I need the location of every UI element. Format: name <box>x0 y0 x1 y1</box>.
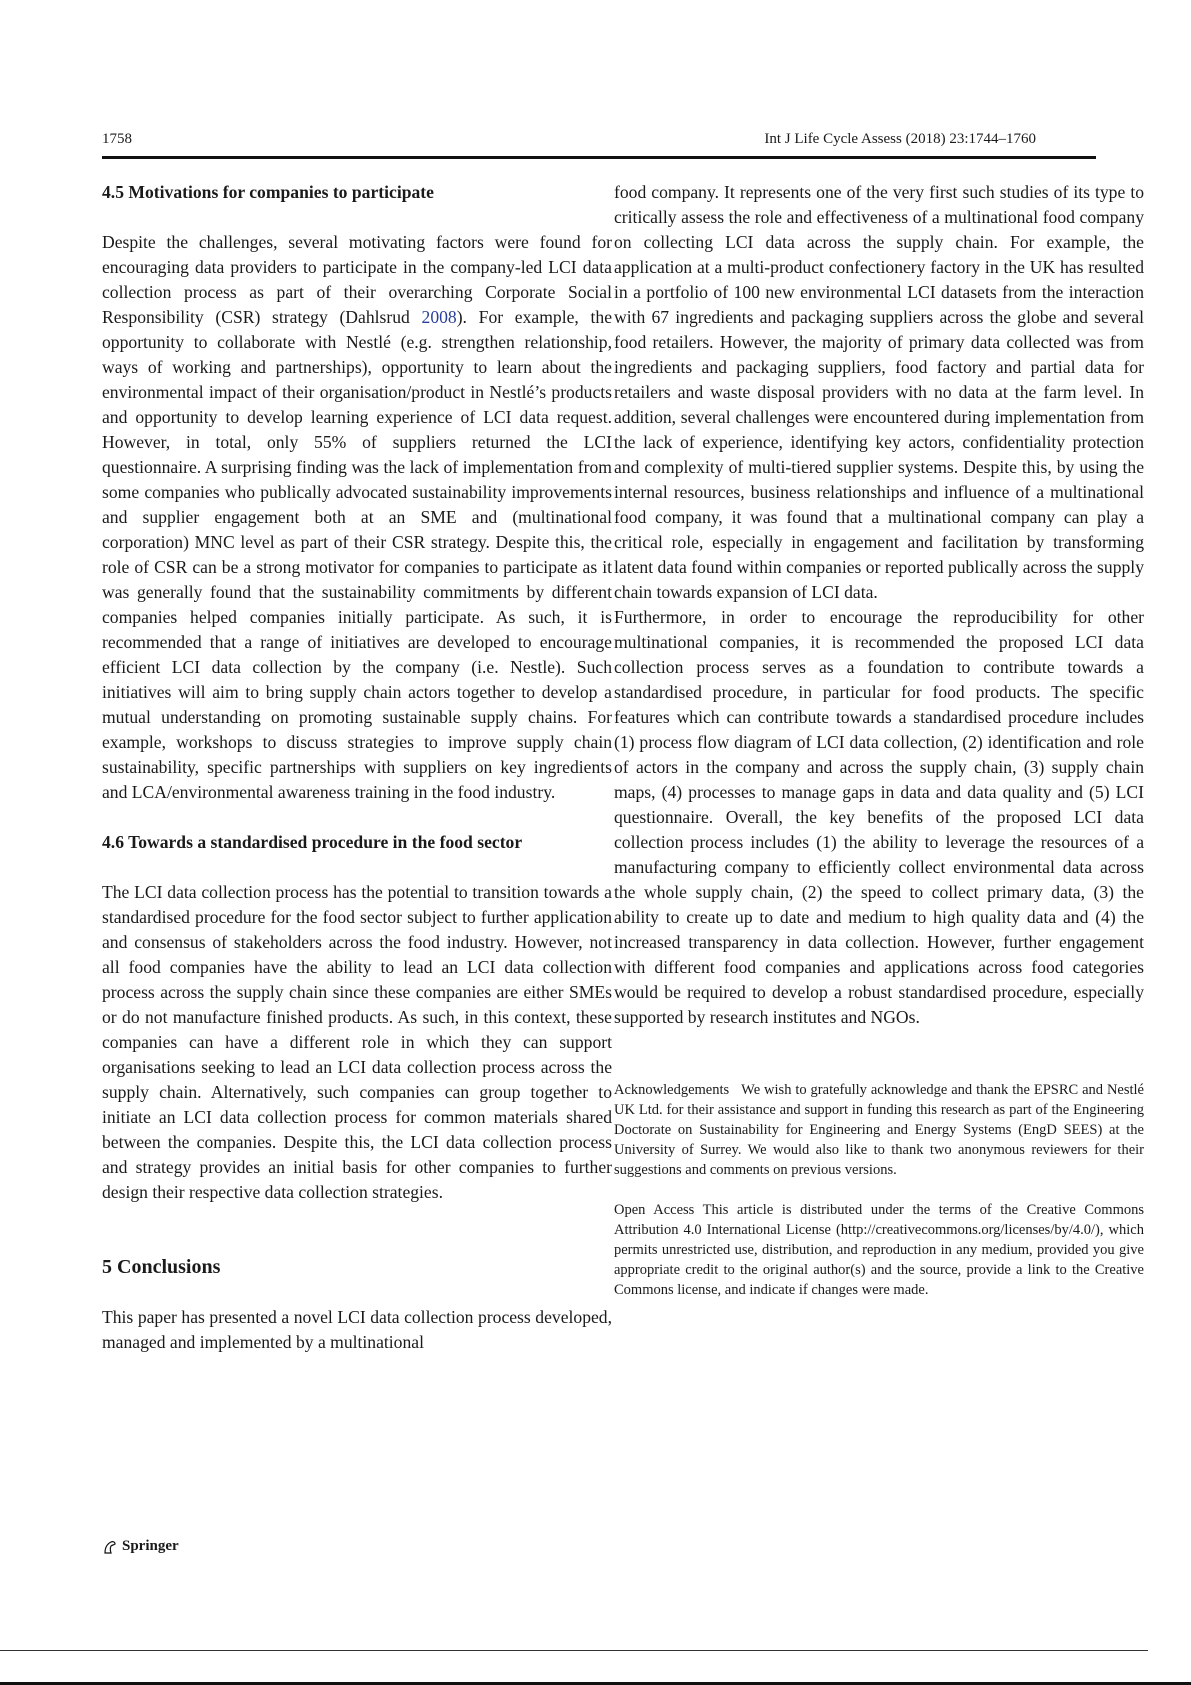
left-column <box>102 180 612 1355</box>
paragraph-text: Despite the challenges, several motivating factors were found for encouraging data providers to participate in the company-led LCI data collection process as part of their overarching Corporate Social Responsibility (CSR) strategy (Dahlsrud <box>102 232 612 327</box>
section-4-6-heading: 4.6 Towards a standardised procedure in the food sector <box>102 832 523 852</box>
acknowledgements <box>614 1080 1144 1180</box>
acknowledgements-body: We wish to gratefully acknowledge and thank the EPSRC and Nestlé UK Ltd. for their assistance and support in funding this research as part of the Engineering Doctorate on Sustainability for Engineering and Energy Systems (EngD SEES) at the University of Surrey. We would also like to thank two anonymous reviewers for their suggestions and comments on previous versions. <box>614 1082 1144 1178</box>
publisher-name: Springer <box>122 1538 179 1554</box>
acknowledgements-title: Acknowledgements <box>614 1082 730 1098</box>
page-number: 1758 <box>102 131 132 147</box>
journal-citation: Int J Life Cycle Assess (2018) 23:1744–1760 <box>764 131 1036 147</box>
header-rule <box>102 156 1096 159</box>
section-4-5-heading: 4.5 Motivations for companies to participate <box>102 182 434 202</box>
conclusions-paragraph-continued: food company. It represents one of the very first such studies of its type to critically assess the role and effectiveness of a multinational food company on collecting LCI data across the supply chain. For example, the application at a multi-product confectionery factory in the UK has resulted in a portfolio of 100 new environmental LCI datasets from the interaction with 67 ingredients and packaging suppliers across the globe and several food retailers. However, the majority of primary data collected was from ingredients and packaging suppliers, food factory and partial data for retailers and waste disposal providers with no data at the farm level. In addition, several challenges were encountered during implementation from the lack of experience, identifying key actors, confidentiality protection and complexity of multi-tiered supplier systems. Despite this, by using the internal resources, business relationships and influence of a multinational food company, it was found that a multinational company can play a critical role, especially in engagement and facilitation by transforming latent data found within companies or reported publically across the supply chain towards expansion of LCI data. <box>614 182 1144 602</box>
publisher-logo <box>102 1538 179 1555</box>
section-4-5-paragraph <box>102 230 612 805</box>
conclusions-paragraph: This paper has presented a novel LCI data collection process developed, managed and implemented by a multinational <box>102 1307 612 1352</box>
paragraph-text: ). For example, the opportunity to collaborate with Nestlé (e.g. strengthen relationship, ways of working and partnerships), opportunity to learn about the environmental impact of their organisation/product in Nestlé’s products and opportunity to develop learning experience of LCI data request. However, in total, only 55% of suppliers returned the LCI questionnaire. A surprising finding was the lack of implementation from some companies who publically advocated sustainability improvements and supplier engagement both at an SME and (multinational corporation) MNC level as part of their CSR strategy. Despite this, the role of CSR can be a strong motivator for companies to participate as it was generally found that the sustainability commitments by different companies helped companies initially participate. As such, it is recommended that a range of initiatives are developed to encourage efficient LCI data collection by the company (i.e. Nestle). Such initiatives will aim to bring supply chain actors together to develop a mutual understanding on promoting sustainable supply chains. For example, workshops to discuss strategies to improve supply chain sustainability, specific partnerships with suppliers on key ingredients and LCA/environmental awareness training in the food industry. <box>102 307 612 802</box>
section-4-6-paragraph: The LCI data collection process has the potential to transition towards a standardised procedure for the food sector subject to further application and consensus of stakeholders across the food industry. However, not all food companies have the ability to lead an LCI data collection process across the supply chain since these companies are either SMEs or do not manufacture finished products. As such, in this context, these companies can have a different role in which they can support organisations seeking to lead an LCI data collection process across the supply chain. Alternatively, such companies can group together to initiate an LCI data collection process for common materials shared between the companies. Despite this, the LCI data collection process and strategy provides an initial basis for other companies to further design their respective data collection strategies. <box>102 882 612 1202</box>
conclusions-paragraph-2: Furthermore, in order to encourage the reproducibility for other multinational companies, it is recommended the proposed LCI data collection process serves as a foundation to contribute towards a standardised procedure, in particular for food products. The specific features which can contribute towards a standardised procedure includes (1) process flow diagram of LCI data collection, (2) identification and role of actors in the company and across the supply chain, (3) supply chain maps, (4) processes to manage gaps in data and data quality and (5) LCI questionnaire. Overall, the key benefits of the proposed LCI data collection process includes (1) the ability to leverage the resources of a manufacturing company to efficiently collect environmental data across the whole supply chain, (2) the speed to collect primary data, (3) the ability to create up to date and medium to high quality data and (4) the increased transparency in data collection. However, further engagement with different food companies and applications across food categories would be required to develop a robust standardised procedure, especially supported by research institutes and NGOs. <box>614 607 1144 1027</box>
citation-link[interactable]: 2008 <box>421 307 457 327</box>
right-column <box>614 180 1144 1300</box>
footer-rule <box>0 1650 1148 1651</box>
conclusions-heading: 5 Conclusions <box>102 1256 221 1278</box>
open-access-notice: Open Access This article is distributed under the terms of the Creative Commons Attribution 4.0 International License (http://creativecommons.org/licenses/by/4.0/), which permits unrestricted use, distribution, and reproduction in any medium, provided you give appropriate credit to the original author(s) and the source, provide a link to the Creative Commons license, and indicate if changes were made. <box>614 1202 1144 1298</box>
springer-horse-icon <box>102 1539 118 1555</box>
